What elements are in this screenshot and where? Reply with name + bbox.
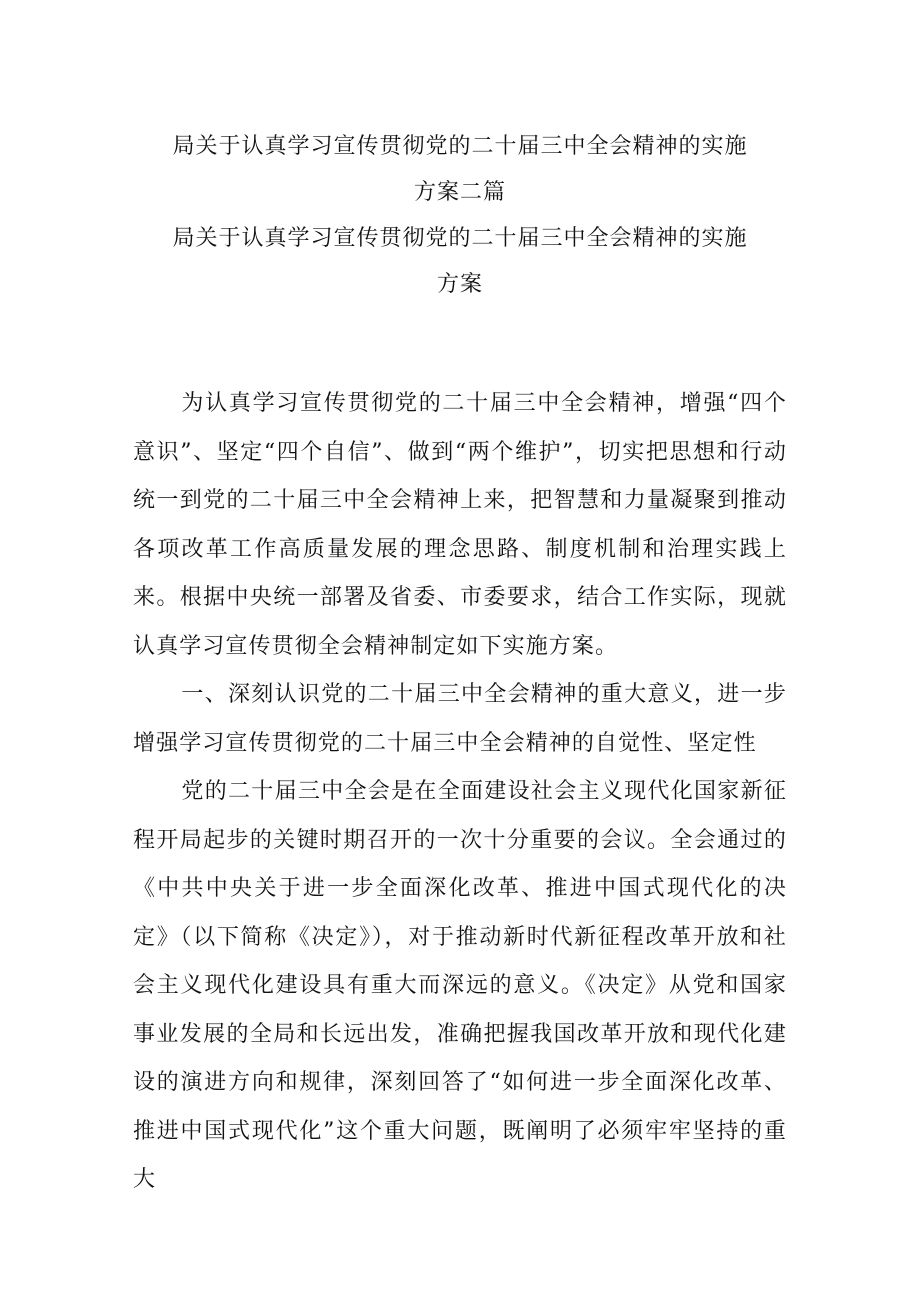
document-body bbox=[133, 380, 787, 1205]
body-paragraph: 党的二十届三中全会是在全面建设社会主义现代化国家新征程开局起步的关键时期召开的一次十分重要的会议。全会通过的《中共中央关于进一步全面深化改革、推进中国式现代化的决定》（以下简称《决定》），对于推动新时代新征程改革开放和社会主义现代化建设具有重大而深远的意义。《决定》从党和国家事业发展的全局和长远出发，准确把握我国改革开放和现代化建设的演进方向和规律，深刻回答了“如何进一步全面深化改革、推进中国式现代化”这个重大问题，既阐明了必须牢牢坚持的重大 bbox=[133, 779, 787, 1192]
intro-paragraph: 为认真学习宣传贯彻党的二十届三中全会精神，增强“四个意识”、坚定“四个自信”、做到“两个维护”，切实把思想和行动统一到党的二十届三中全会精神上来，把智慧和力量凝聚到推动各项改革工作高质量发展的理念思路、制度机制和治理实践上来。根据中央统一部署及省委、市委要求，结合工作实际，现就认真学习宣传贯彻全会精神制定如下实施方案。 bbox=[133, 391, 787, 659]
section-heading-1: 一、深刻认识党的二十届三中全会精神的重大意义，进一步增强学习宣传贯彻党的二十届三中全会精神的自觉性、坚定性 bbox=[133, 682, 787, 756]
document-title bbox=[130, 124, 790, 308]
title-line-1: 局关于认真学习宣传贯彻党的二十届三中全会精神的实施 bbox=[172, 134, 748, 159]
title-line-3: 局关于认真学习宣传贯彻党的二十届三中全会精神的实施 bbox=[172, 226, 748, 251]
title-line-2: 方案二篇 bbox=[413, 180, 506, 205]
title-line-4: 方案 bbox=[436, 272, 483, 297]
